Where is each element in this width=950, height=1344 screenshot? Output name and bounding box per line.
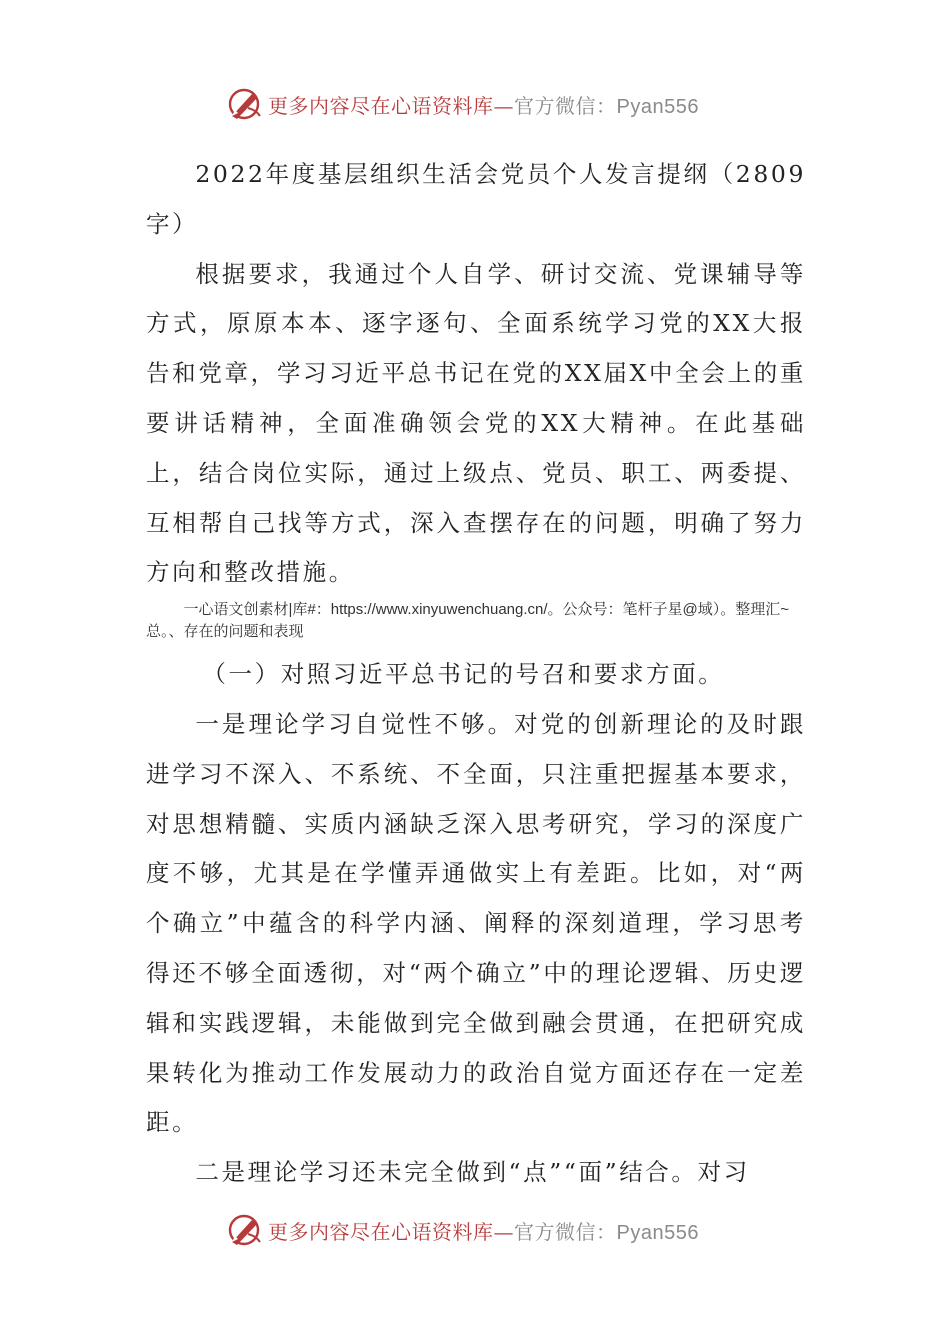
watermark-text: 更多内容尽在心语资料库—官方微信：Pyan556 <box>268 93 699 118</box>
pen-logo-icon <box>226 1212 264 1248</box>
point-two-paragraph: 二是理论学习还未完全做到“点”“面”结合。对习 <box>195 1158 750 1187</box>
pen-logo-icon <box>226 86 264 122</box>
source-note: 一心语文创素材|库#：https://www.xinyuwenchuang.cn/。公众号：笔杆子星@域）。整理汇~总。、存在的问题和表现 <box>146 601 790 641</box>
watermark-text: 更多内容尽在心语资料库—官方微信：Pyan556 <box>268 1219 699 1244</box>
intro-paragraph: 根据要求，我通过个人自学、研讨交流、党课辅导等方式，原原本本、逐字逐句、全面系统学习党的XX大报告和党章，学习习近平总书记在党的XX届X中全会上的重要讲话精神，全面准确领会党的XX大精神。在此基础上，结合岗位实际，通过上级点、党员、职工、两委提、互相帮自己找等方式，深入查摆存在的问题，明确了努力方向和整改措施。 <box>146 259 806 587</box>
document-body <box>146 150 806 1198</box>
point-one-paragraph: 一是理论学习自觉性不够。对党的创新理论的及时跟进学习不深入、不系统、不全面，只注重把握基本要求，对思想精髓、实质内涵缺乏深入思考研究，学习的深度广度不够，尤其是在学懂弄通做实上有差距。比如，对“两个确立”中蕴含的科学内涵、阐释的深刻道理，学习思考得还不够全面透彻，对“两个确立”中的理论逻辑、历史逻辑和实践逻辑，未能做到完全做到融会贯通，在把研究成果转化为推动工作发展动力的政治自觉方面还存在一定差距。 <box>146 709 806 1137</box>
footer-watermark <box>226 1210 746 1250</box>
header-watermark <box>226 84 746 124</box>
document-title: 2022年度基层组织生活会党员个人发言提纲（2809字） <box>146 160 806 238</box>
section-heading: （一）对照习近平总书记的号召和要求方面。 <box>202 660 725 689</box>
